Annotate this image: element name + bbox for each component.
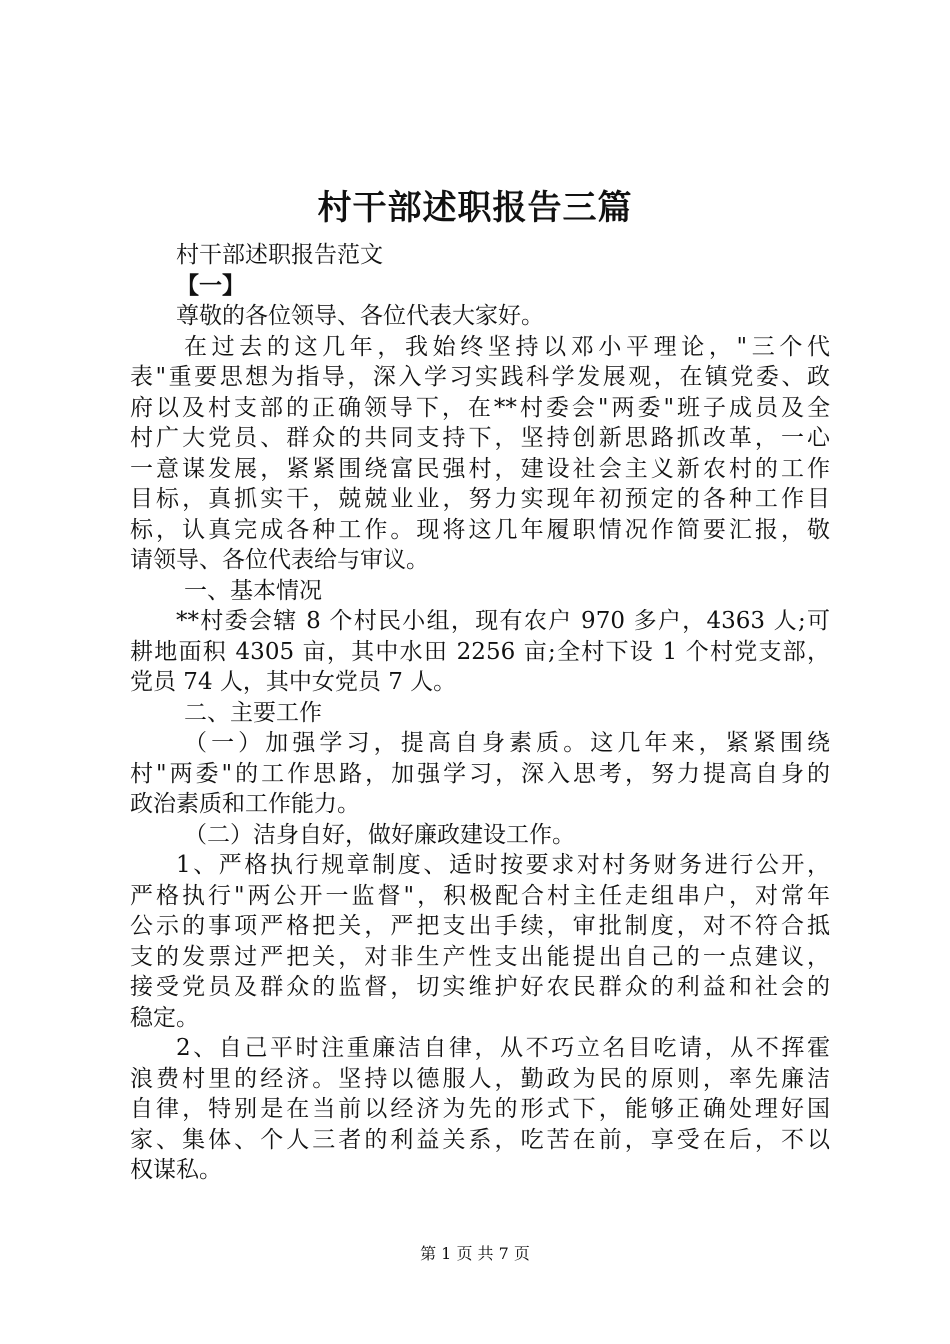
paragraph-line: 目标，真抓实干，兢兢业业，努力实现年初预定的各种工作目 bbox=[130, 486, 830, 512]
subtitle-line: 村干部述职报告范文 bbox=[176, 242, 383, 268]
paragraph-line: 2、自己平时注重廉洁自律，从不巧立名目吃请，从不挥霍 bbox=[176, 1035, 830, 1061]
paragraph-line: 1、严格执行规章制度、适时按要求对村务财务进行公开， bbox=[176, 852, 830, 878]
paragraph-line: 支的发票过严把关，对非生产性支出能提出自己的一点建议， bbox=[130, 943, 830, 970]
paragraph-line: 耕地面积 4305 亩，其中水田 2256 亩;全村下设 1 个村党支部， bbox=[130, 638, 830, 665]
paragraph-line: 家、集体、个人三者的利益关系，吃苦在前，享受在后，不以 bbox=[130, 1126, 830, 1153]
section-heading: 一、基本情况 bbox=[184, 577, 322, 604]
section-marker: 【一】 bbox=[176, 271, 245, 299]
subsection-heading: （二）洁身自好，做好廉政建设工作。 bbox=[184, 821, 575, 848]
document-body bbox=[130, 240, 830, 1186]
paragraph-line: 自律，特别是在当前以经济为先的形式下，能够正确处理好国 bbox=[130, 1096, 830, 1122]
section-heading: 二、主要工作 bbox=[184, 699, 322, 726]
paragraph-line: 在过去的这几年，我始终坚持以邓小平理论，"三个代 bbox=[184, 333, 830, 360]
paragraph-line: 政治素质和工作能力。 bbox=[130, 791, 360, 817]
paragraph-line: 村广大党员、群众的共同支持下，坚持创新思路抓改革，一心 bbox=[130, 425, 830, 451]
document-title: 村干部述职报告三篇 bbox=[317, 188, 633, 228]
paragraph-line: 标，认真完成各种工作。现将这几年履职情况作简要汇报，敬 bbox=[130, 516, 830, 543]
paragraph-line: （一）加强学习，提高自身素质。这几年来，紧紧围绕 bbox=[184, 730, 830, 756]
paragraph-line: 严格执行"两公开一监督"，积极配合村主任走组串户，对常年 bbox=[130, 882, 830, 909]
paragraph-line: 请领导、各位代表给与审议。 bbox=[130, 547, 429, 573]
paragraph-line: 党员 74 人，其中女党员 7 人。 bbox=[130, 669, 457, 695]
paragraph-line: 一意谋发展，紧紧围绕富民强村，建设社会主义新农村的工作 bbox=[130, 455, 830, 482]
paragraph-line: **村委会辖 8 个村民小组，现有农户 970 多户，4363 人;可 bbox=[176, 608, 830, 634]
paragraph-line: 表"重要思想为指导，深入学习实践科学发展观，在镇党委、政 bbox=[130, 364, 830, 390]
paragraph-line: 村"两委"的工作思路，加强学习，深入思考，努力提高自身的 bbox=[130, 760, 830, 787]
paragraph-line: 稳定。 bbox=[130, 1004, 199, 1031]
paragraph-line: 权谋私。 bbox=[130, 1157, 222, 1183]
paragraph-line: 公示的事项严格把关，严把支出手续，审批制度，对不符合抵 bbox=[130, 913, 830, 939]
paragraph-line: 接受党员及群众的监督，切实维护好农民群众的利益和社会的 bbox=[130, 974, 830, 1000]
paragraph-line: 府以及村支部的正确领导下，在**村委会"两委"班子成员及全 bbox=[130, 394, 830, 421]
paragraph-line: 浪费村里的经济。坚持以德服人，勤政为民的原则，率先廉洁 bbox=[130, 1065, 830, 1092]
greeting-line: 尊敬的各位领导、各位代表大家好。 bbox=[176, 303, 544, 329]
page-footer: 第 1 页 共 7 页 bbox=[420, 1244, 530, 1263]
